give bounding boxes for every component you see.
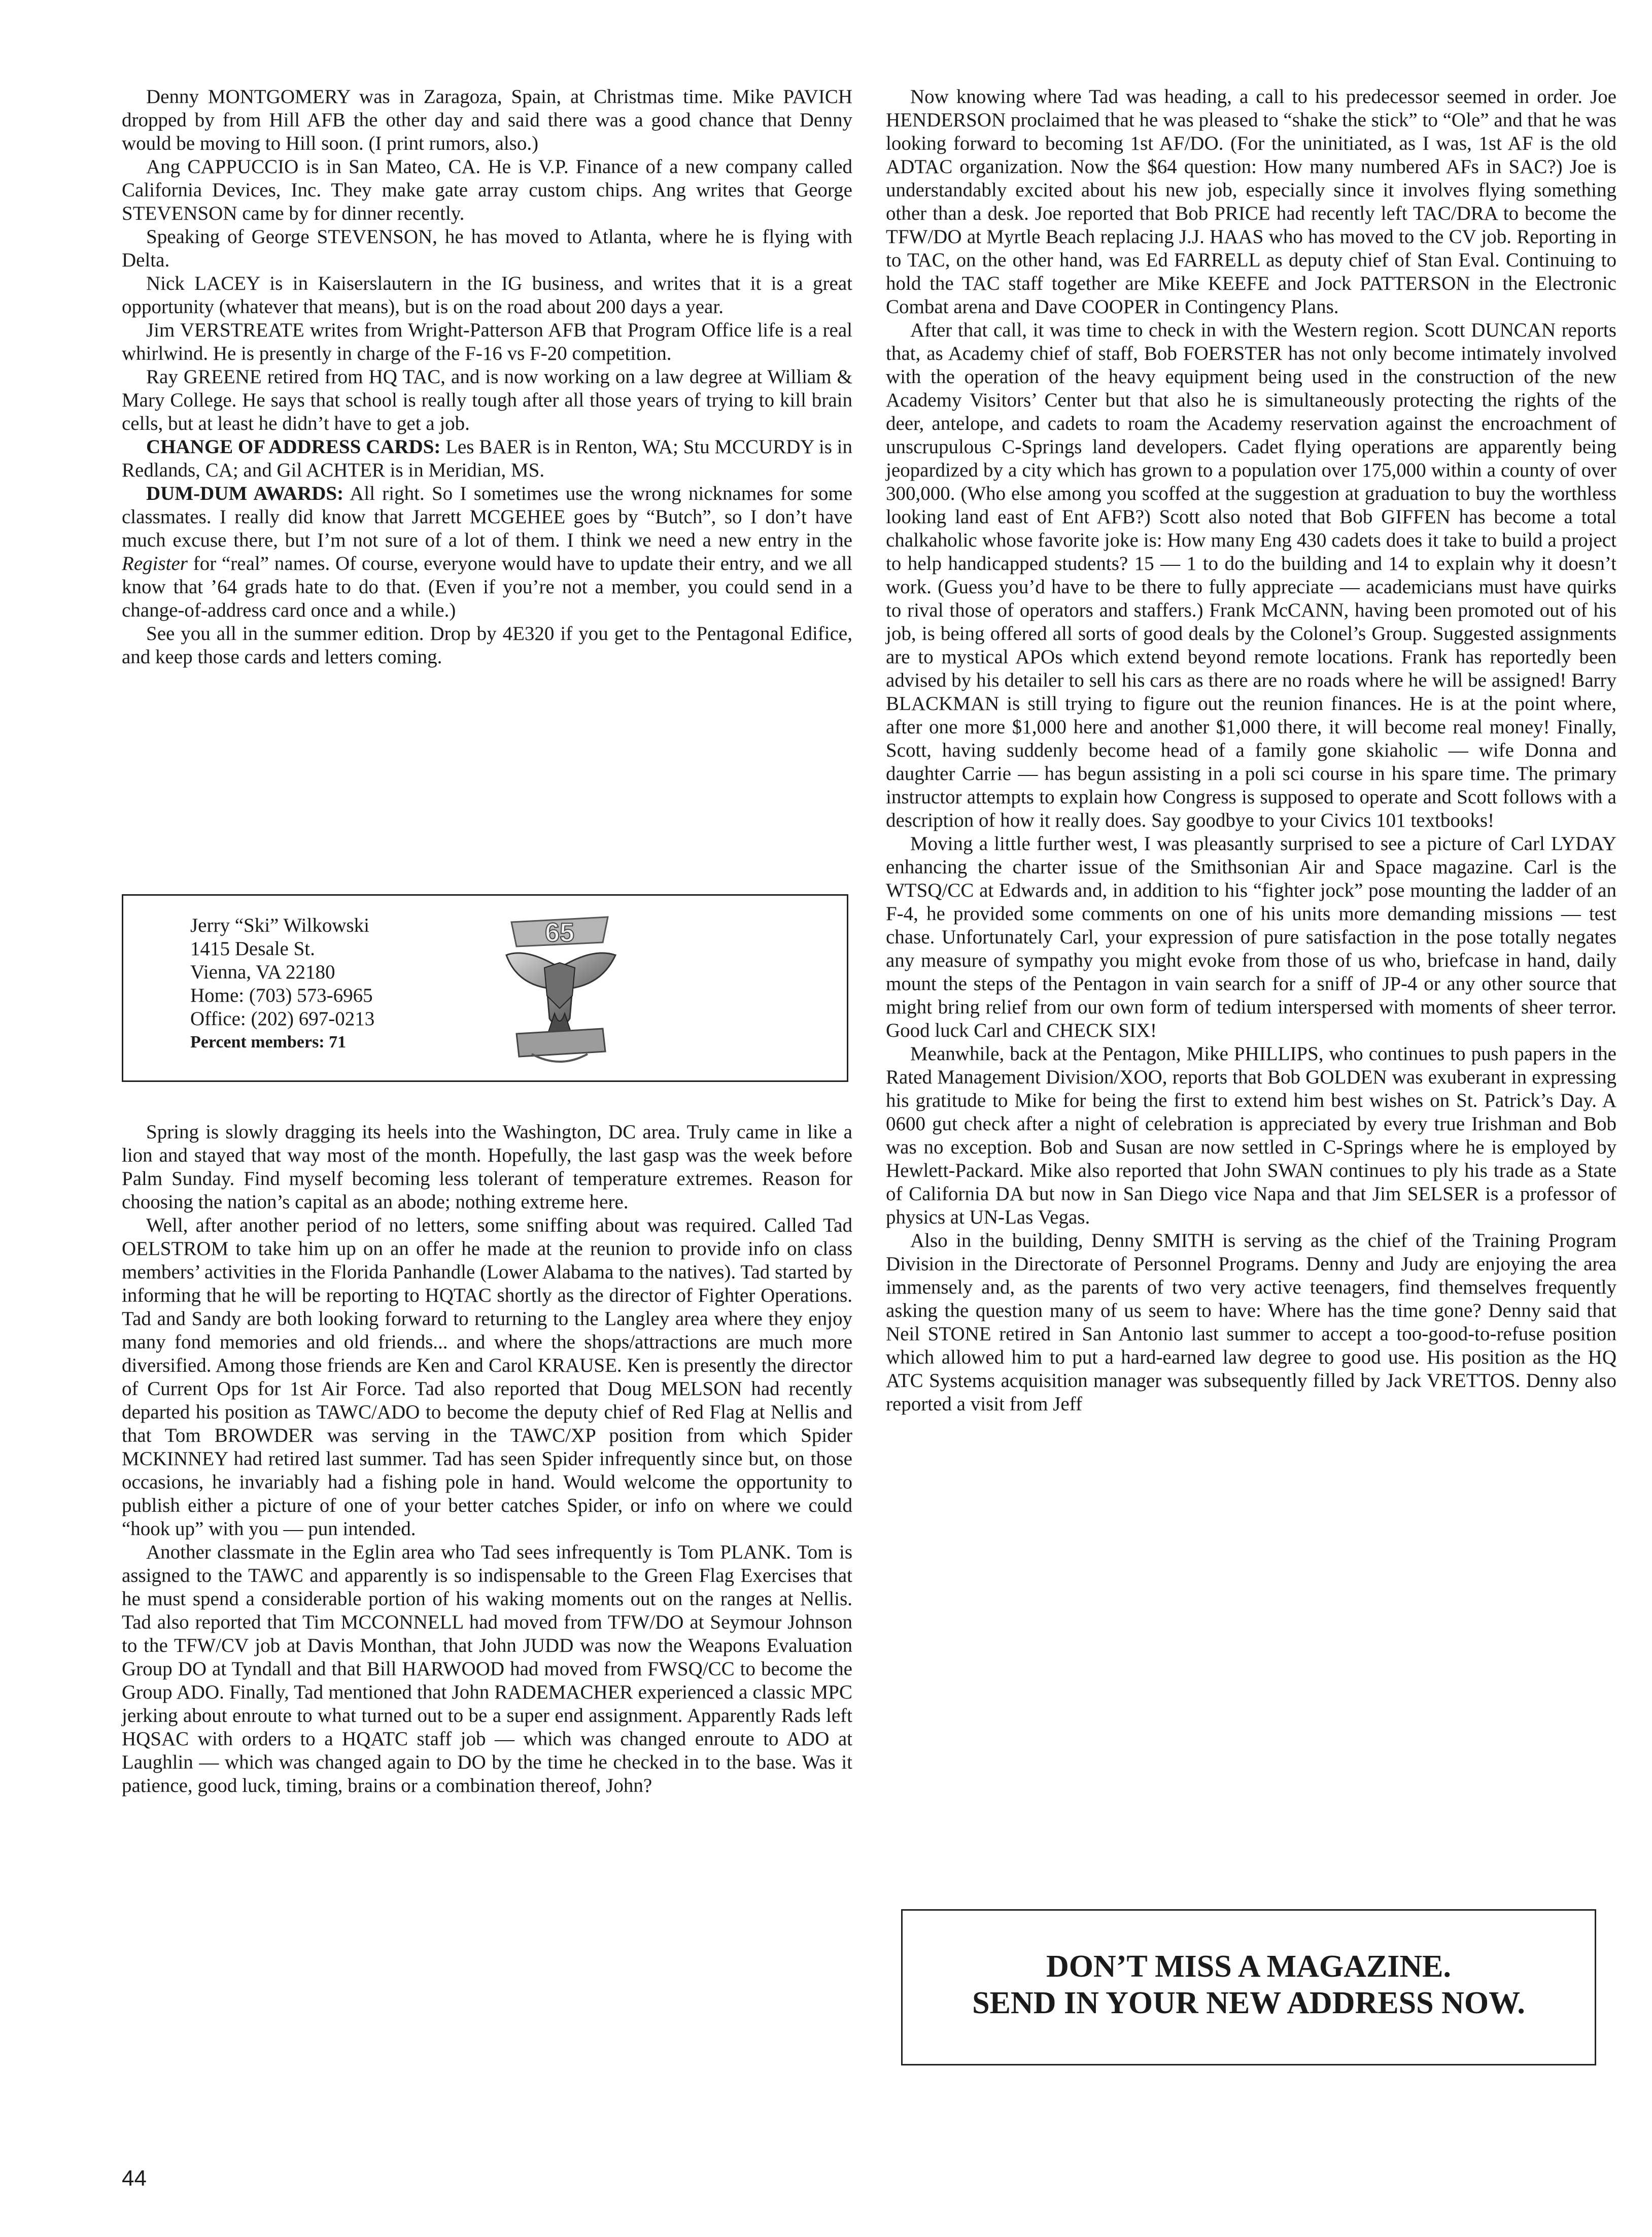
class-64-notes bbox=[122, 85, 852, 669]
paragraph: Ang CAPPUCCIO is in San Mateo, CA. He is V.P. Finance of a new company called California Devices, Inc. They make gate array custom chips. Ang writes that George STEVENSON came by for dinner recently. bbox=[122, 156, 852, 224]
promo-line: DON’T MISS A MAGAZINE. bbox=[1046, 1949, 1452, 1984]
paragraph-text: Les BAER is in Renton, WA; Stu MCCURDY is in Redlands, CA; and Gil ACHTER is in Meridian, MS. bbox=[122, 436, 852, 481]
class-crest-icon bbox=[496, 907, 623, 1069]
paragraph: See you all in the summer edition. Drop by 4E320 if you get to the Pentagonal Edifice, and keep those cards and letters coming. bbox=[122, 623, 852, 668]
office-phone: Office: (202) 697-0213 bbox=[190, 1008, 375, 1030]
street-address: 1415 Desale St. bbox=[190, 938, 315, 960]
runin-heading: CHANGE OF ADDRESS CARDS: bbox=[146, 436, 441, 458]
class-65-notes-left bbox=[122, 1121, 852, 1798]
paragraph: Well, after another period of no letters, some sniffing about was required. Called Tad OELSTROM to take him up on an offer he made at the reunion to provide info on class members’ activities in the Florida Panhandle (Lower Alabama to the natives). Tad started by informing that he will be reporting to HQTAC shortly as the director of Fighter Operations. Tad and Sandy are both looking forward to returning to the Langley area where they enjoy many fond memories and old friends... and where the shops/attractions are much more diversified. Among those friends are Ken and Carol KRAUSE. Ken is presently the director of Current Ops for 1st Air Force. Tad also reported that Doug MELSON had recently departed his position as TAWC/ADO to become the deputy chief of Red Flag at Nellis and that Tom BROWDER was serving in the TAWC/XP position from which Spider MCKINNEY had retired last summer. Tad has seen Spider infrequently since but, on those occasions, he invariably had a fishing pole in hand. Would welcome the opportunity to publish either a picture of one of your better catches Spider, or info on where we could “hook up” with you — pun intended. bbox=[122, 1214, 852, 1540]
city-state-zip: Vienna, VA 22180 bbox=[190, 961, 335, 983]
paragraph: Jim VERSTREATE writes from Wright-Patterson AFB that Program Office life is a real whirlwind. He is presently in charge of the F-16 vs F-20 competition. bbox=[122, 319, 852, 364]
paragraph: Spring is slowly dragging its heels into the Washington, DC area. Truly came in like a lion and stayed that way most of the month. Hopefully, the last gasp was the week before Palm Sunday. Find myself becoming less tolerant of temperature extremes. Reason for choosing the nation’s capital as an abode; nothing extreme here. bbox=[122, 1121, 852, 1213]
paragraph-text: for “real” names. Of course, everyone would have to update their entry, and we all know that ’64 grads hate to do that. (Even if you’re not a member, you could send in a change-of-address card once and a while.) bbox=[122, 553, 852, 621]
page-number: 44 bbox=[122, 2166, 147, 2191]
paragraph: Nick LACEY is in Kaiserslautern in the IG business, and writes that it is a great opportunity (whatever that means), but is on the road about 200 days a year. bbox=[122, 273, 852, 318]
paragraph: Now knowing where Tad was heading, a call to his predecessor seemed in order. Joe HENDERSON proclaimed that he was pleased to “shake the stick” to “Ole” and that he was looking forward to becoming 1st AF/DO. (For the uninitiated, as I was, 1st AF is the old ADTAC organization. Now the $64 question: How many numbered AFs in SAC?) Joe is understandably excited about his new job, especially since it involves flying something other than a desk. Joe reported that Bob PRICE had recently left TAC/DRA to become the TFW/DO at Myrtle Beach replacing J.J. HAAS who has moved to the CV job. Reporting in to TAC, on the other hand, was Ed FARRELL as deputy chief of Stan Eval. Continuing to hold the TAC staff together are Mike KEEFE and Jock PATTERSON in the Electronic Combat arena and Dave COOPER in Contingency Plans. bbox=[886, 86, 1616, 318]
paragraph: Speaking of George STEVENSON, he has moved to Atlanta, where he is flying with Delta. bbox=[122, 226, 852, 271]
paragraph: After that call, it was time to check in with the Western region. Scott DUNCAN reports that, as Academy chief of staff, Bob FOERSTER has not only become intimately involved with the operation of the heavy equipment being used in the construction of the new Academy Visitors’ Center but that also he is simultaneously protecting the rights of the deer, antelope, and cadets to roam the Academy reservation against the encroachment of unscrupulous C-Springs land developers. Cadet flying operations are apparently being jeopardized by a city which has grown to a population over 175,000 within a county of over 300,000. (Who else among you scoffed at the suggestion at graduation to buy the worthless looking land east of Ent AFB?) Scott also noted that Bob GIFFEN has become a total chalkaholic whose favorite joke is: How many Eng 430 cadets does it take to build a project to help handicapped students? 15 — 1 to do the building and 14 to explain why it doesn’t work. (Guess you’d have to be there to fully appreciate — academicians must have quirks to rival those of operators and staffers.) Frank McCANN, having been promoted out of his job, is being offered all sorts of good deals by the Colonel’s Group. Suggested assignments are to mystical APOs which extend beyond remote locations. Frank has reportedly been advised by his detailer to sell his cars as there are no roads where he will be assigned! Barry BLACKMAN is still trying to figure out the reunion finances. He is at the point where, after one more $1,000 here and another $1,000 there, it will become real money! Finally, Scott, having suddenly become head of a family gone skiaholic — wife Donna and daughter Carrie — has begun assisting in a poli sci course in his spare time. The primary instructor attempts to explain how Congress is supposed to operate and Scott follows with a description of how it really does. Say goodbye to your Civics 101 textbooks! bbox=[886, 319, 1616, 831]
paragraph: Also in the building, Denny SMITH is serving as the chief of the Training Program Division in the Directorate of Personnel Programs. Denny and Judy are enjoying the area immensely and, as the parents of two very active teenagers, find themselves frequently asking the question many of us seem to have: Where has the time gone? Denny said that Neil STONE retired in San Antonio last summer to accept a too-good-to-refuse position which allowed him to put a hard-earned law degree to good use. His position as the HQ ATC Systems acquisition manager was subsequently filled by Jack VRETTOS. Denny also reported a visit from Jeff bbox=[886, 1230, 1616, 1415]
crest-year: 65 bbox=[545, 918, 574, 947]
address-reminder-box bbox=[901, 1909, 1596, 2065]
paragraph: Another classmate in the Eglin area who Tad sees infrequently is Tom PLANK. Tom is assigned to the TAWC and apparently is so indispensable to the Green Flag Exercises that he must spend a considerable portion of his waking moments out on the ranges at Nellis. Tad also reported that Tim MCCONNELL had moved from TFW/DO at Seymour Johnson to the TFW/CV job at Davis Monthan, that John JUDD was now the Weapons Evaluation Group DO at Tyndall and that Bill HARWOOD had moved from FWSQ/CC to become the Group ADO. Finally, Tad mentioned that John RADEMACHER experienced a classic MPC jerking about enroute to what turned out to be a super end assignment. Apparently Rads left HQSAC with orders to a HQATC staff job — which was changed enroute to ADO at Laughlin — which was changed again to DO by the time he checked in to the base. Was it patience, good luck, timing, brains or a combination thereof, John? bbox=[122, 1541, 852, 1797]
paragraph-text: All right. So I sometimes use the wrong nicknames for some classmates. I really did know that Jarrett MCGEHEE goes by “Butch”, so I don’t have much excuse there, but I’m not sure of a lot of them. I think we need a new entry in the bbox=[122, 483, 852, 551]
paragraph: Moving a little further west, I was pleasantly surprised to see a picture of Carl LYDAY enhancing the charter issue of the Smithsonian Air and Space magazine. Carl is the WTSQ/CC at Edwards and, in addition to his “fighter jock” pose mounting the ladder of an F-4, he provided some comments on one of his units more demanding missions — test chase. Unfortunately Carl, your expression of pure satisfaction in the pose totally negates any measure of sympathy you might evoke from those of us who, briefcase in hand, daily mount the steps of the Pentagon in vain search for a sniff of JP-4 or any other source that might bring relief from our own form of tedium interspersed with moments of sheer terror. Good luck Carl and CHECK SIX! bbox=[886, 833, 1616, 1041]
runin-heading: DUM-DUM AWARDS: bbox=[146, 483, 344, 504]
paragraph: Denny MONTGOMERY was in Zaragoza, Spain, at Christmas time. Mike PAVICH dropped by from Hill AFB the other day and said there was a good chance that Denny would be moving to Hill soon. (I print rumors, also.) bbox=[122, 86, 852, 154]
scribe-address-box bbox=[122, 894, 848, 1082]
paragraph: Meanwhile, back at the Pentagon, Mike PHILLIPS, who continues to push papers in the Rated Management Division/XOO, reports that Bob GOLDEN was exuberant in expressing his gratitude to Mike for being the first to extend him best wishes on St. Patrick’s Day. A 0600 gut check after a night of celebration is appreciated by every true Irishman and Bob was no exception. Bob and Susan are now settled in C-Springs where he is employed by Hewlett-Packard. Mike also reported that John SWAN continues to ply his trade as a State of California DA but now in San Diego vice Napa and that Jim SELSER is a professor of physics at UN-Las Vegas. bbox=[886, 1043, 1616, 1228]
address-lines bbox=[190, 914, 374, 1054]
change-of-address-paragraph bbox=[122, 435, 852, 482]
home-phone: Home: (703) 573-6965 bbox=[190, 985, 373, 1006]
paragraph: Ray GREENE retired from HQ TAC, and is now working on a law degree at William & Mary College. He says that school is really tough after all those years of trying to kill brain cells, but at least he didn’t have to get a job. bbox=[122, 366, 852, 434]
dum-dum-paragraph bbox=[122, 482, 852, 622]
class-65-notes-right bbox=[886, 85, 1616, 1416]
scribe-name: Jerry “Ski” Wilkowski bbox=[190, 914, 369, 936]
register-title: Register bbox=[122, 553, 188, 574]
percent-members: Percent members: 71 bbox=[190, 1033, 347, 1052]
promo-line: SEND IN YOUR NEW ADDRESS NOW. bbox=[972, 1986, 1525, 2020]
